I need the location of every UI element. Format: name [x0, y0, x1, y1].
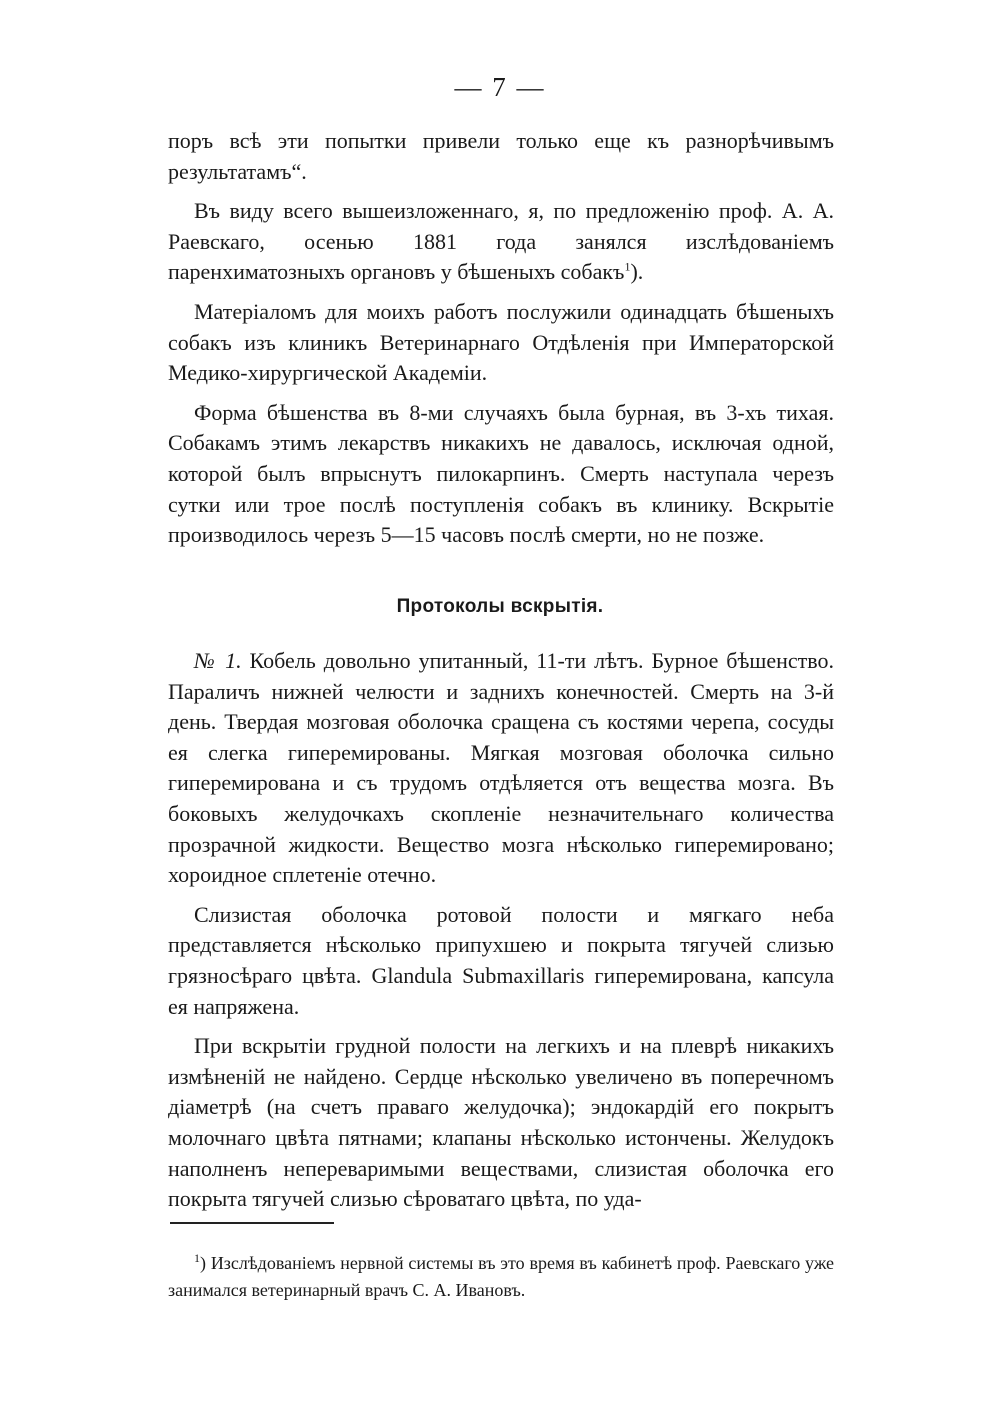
footnote-reference: 1	[624, 260, 631, 275]
case-1-paragraph-1-text: Кобель довольно упитанный, 11-ти лѣтъ. Бурное бѣшенство. Параличъ нижней челюсти и заднихъ конечностей. Смерть на 3-й день. Твердая мозговая оболочка сращена съ костями черепа, сосуды ея слегка гиперемированы. Мягкая мозговая оболочка сильно гиперемирована и съ трудомъ отдѣляется отъ вещества мозга. Въ боковыхъ желудочкахъ скопленіе незначительнаго количества прозрачной жидкости. Вещество мозга нѣсколько гиперемировано; хороидное сплетеніе отечно.	[168, 648, 835, 888]
intro-paragraph-1: поръ всѣ эти попытки привели только еще къ разнорѣчивымъ результатамъ“.	[168, 128, 834, 184]
intro-paragraph-4: Форма бѣшенства въ 8-ми случаяхъ была бурная, въ 3-хъ тихая. Собакамъ этимъ лекарствъ никакихъ не давалось, исключая одной, которой былъ впрыснутъ пилокарпинъ. Смерть наступала черезъ сутки или трое послѣ поступленія собакъ въ клинику. Вскрытіе производилось черезъ 5—15 часовъ послѣ смерти, но не позже.	[168, 399, 834, 548]
footnote-text: Изслѣдованіемъ нервной системы въ это время въ кабинетѣ проф. Раевскаго уже занимался ветеринарный врачъ С. А. Ивановъ.	[168, 1253, 835, 1300]
intro-paragraph-2-end: ).	[630, 259, 644, 285]
case-1-paragraph-1	[168, 646, 834, 891]
footnote-mark-close: )	[200, 1253, 206, 1273]
case-1-paragraph-2-after: гиперемирована, капсула ея напряжена.	[168, 962, 834, 1019]
section-heading: Протоколы вскрытія.	[396, 596, 604, 617]
intro-paragraph-2	[168, 196, 834, 288]
latin-term: Glandula Submaxillaris	[371, 962, 585, 988]
case-1-paragraph-2-before: Слизистая оболочка ротовой полости и мягкаго неба представляется нѣсколько припухшею и покрыта тягучей слизью грязносѣраго цвѣта.	[168, 901, 834, 988]
intro-paragraph-3: Матеріаломъ для моихъ работъ послужили одинадцать бѣшеныхъ собакъ изъ клиникъ Ветеринарнаго Отдѣленія при Императорской Медико-хирургической Академіи.	[168, 298, 834, 386]
footnote	[168, 1250, 834, 1304]
case-1-text	[168, 646, 834, 1224]
case-1-paragraph-3: При вскрытіи грудной полости на легкихъ и на плеврѣ никакихъ измѣненій не найдено. Сердце нѣсколько увеличено въ поперечномъ діаметрѣ (на счетъ праваго желудочка); эндокардій его покрытъ молочнаго цвѣта пятнами; клапаны нѣсколько истончены. Желудокъ наполненъ непереваримыми веществами, слизистая оболочка его покрыта тягучей слизью сѣроватаго цвѣта, по уда-	[168, 1033, 834, 1212]
case-1-paragraph-2	[168, 900, 834, 1022]
footnote-divider	[170, 1222, 334, 1224]
intro-text	[168, 126, 834, 560]
case-number: № 1.	[194, 648, 242, 673]
footnote-mark: 1	[194, 1251, 200, 1265]
page-number: — 7 —	[454, 72, 546, 102]
intro-paragraph-2-text: Въ виду всего вышеизложеннаго, я, по предложенію проф. А. А. Раевскаго, осенью 1881 года занялся изслѣдованіемъ паренхиматозныхъ органовъ у бѣшеныхъ собакъ	[168, 198, 834, 285]
